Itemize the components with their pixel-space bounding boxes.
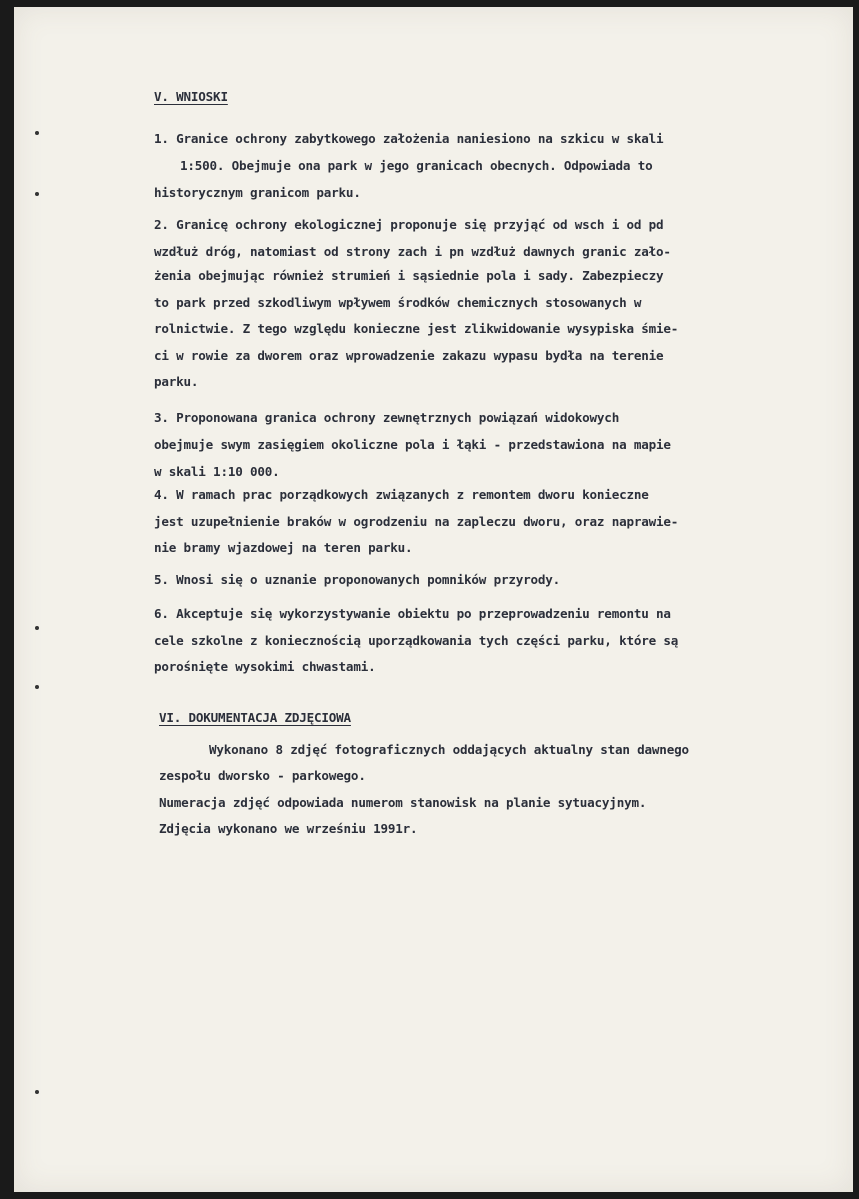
paragraph-line: to park przed szkodliwym wpływem środków chemicznych stosowanych w: [154, 295, 642, 310]
paragraph-line: 1:500. Obejmuje ona park w jego granicach obecnych. Odpowiada to: [180, 158, 653, 173]
paragraph-line: historycznym granicom parku.: [154, 185, 361, 200]
paragraph-line: 2. Granicę ochrony ekologicznej proponuje się przyjąć od wsch i od pd: [154, 217, 664, 232]
paragraph-line: nie bramy wjazdowej na teren parku.: [154, 540, 413, 555]
paragraph-line: jest uzupełnienie braków w ogrodzeniu na zapleczu dworu, oraz naprawie-: [154, 514, 679, 529]
paragraph-line: zespołu dworsko - parkowego.: [159, 768, 366, 783]
document-body: [14, 7, 853, 1192]
margin-mark: [35, 192, 39, 196]
margin-mark: [35, 1090, 39, 1094]
paragraph-line: 6. Akceptuje się wykorzystywanie obiektu po przeprowadzeniu remontu na: [154, 606, 671, 621]
paragraph-line: 1. Granice ochrony zabytkowego założenia naniesiono na szkicu w skali: [154, 131, 664, 146]
margin-mark: [35, 626, 39, 630]
margin-mark: [35, 685, 39, 689]
paragraph-line: w skali 1:10 000.: [154, 464, 280, 479]
paragraph-line: rolnictwie. Z tego względu konieczne jest zlikwidowanie wysypiska śmie-: [154, 321, 679, 336]
paragraph-line: 5. Wnosi się o uznanie proponowanych pomników przyrody.: [154, 572, 561, 587]
paragraph-line: Wykonano 8 zdjęć fotograficznych oddających aktualny stan dawnego: [209, 742, 689, 757]
typewritten-page: [14, 7, 853, 1192]
paragraph-line: 3. Proponowana granica ochrony zewnętrznych powiązań widokowych: [154, 410, 620, 425]
paragraph-line: porośnięte wysokimi chwastami.: [154, 659, 376, 674]
paragraph-line: wzdłuż dróg, natomiast od strony zach i pn wzdłuż dawnych granic zało-: [154, 244, 671, 259]
section-heading-conclusions: V. WNIOSKI: [154, 89, 228, 104]
paragraph-line: parku.: [154, 374, 199, 389]
paragraph-line: Numeracja zdjęć odpowiada numerom stanowisk na planie sytuacyjnym.: [159, 795, 647, 810]
margin-mark: [35, 131, 39, 135]
paragraph-line: obejmuje swym zasięgiem okoliczne pola i łąki - przedstawiona na mapie: [154, 437, 671, 452]
paragraph-line: 4. W ramach prac porządkowych związanych z remontem dworu konieczne: [154, 487, 649, 502]
paragraph-line: ci w rowie za dworem oraz wprowadzenie zakazu wypasu bydła na terenie: [154, 348, 664, 363]
paragraph-line: cele szkolne z koniecznością uporządkowania tych części parku, które są: [154, 633, 679, 648]
paragraph-line: Zdjęcia wykonano we wrześniu 1991r.: [159, 821, 418, 836]
section-heading-photo-documentation: VI. DOKUMENTACJA ZDJĘCIOWA: [159, 710, 351, 725]
paragraph-line: żenia obejmując również strumień i sąsiednie pola i sady. Zabezpieczy: [154, 268, 664, 283]
